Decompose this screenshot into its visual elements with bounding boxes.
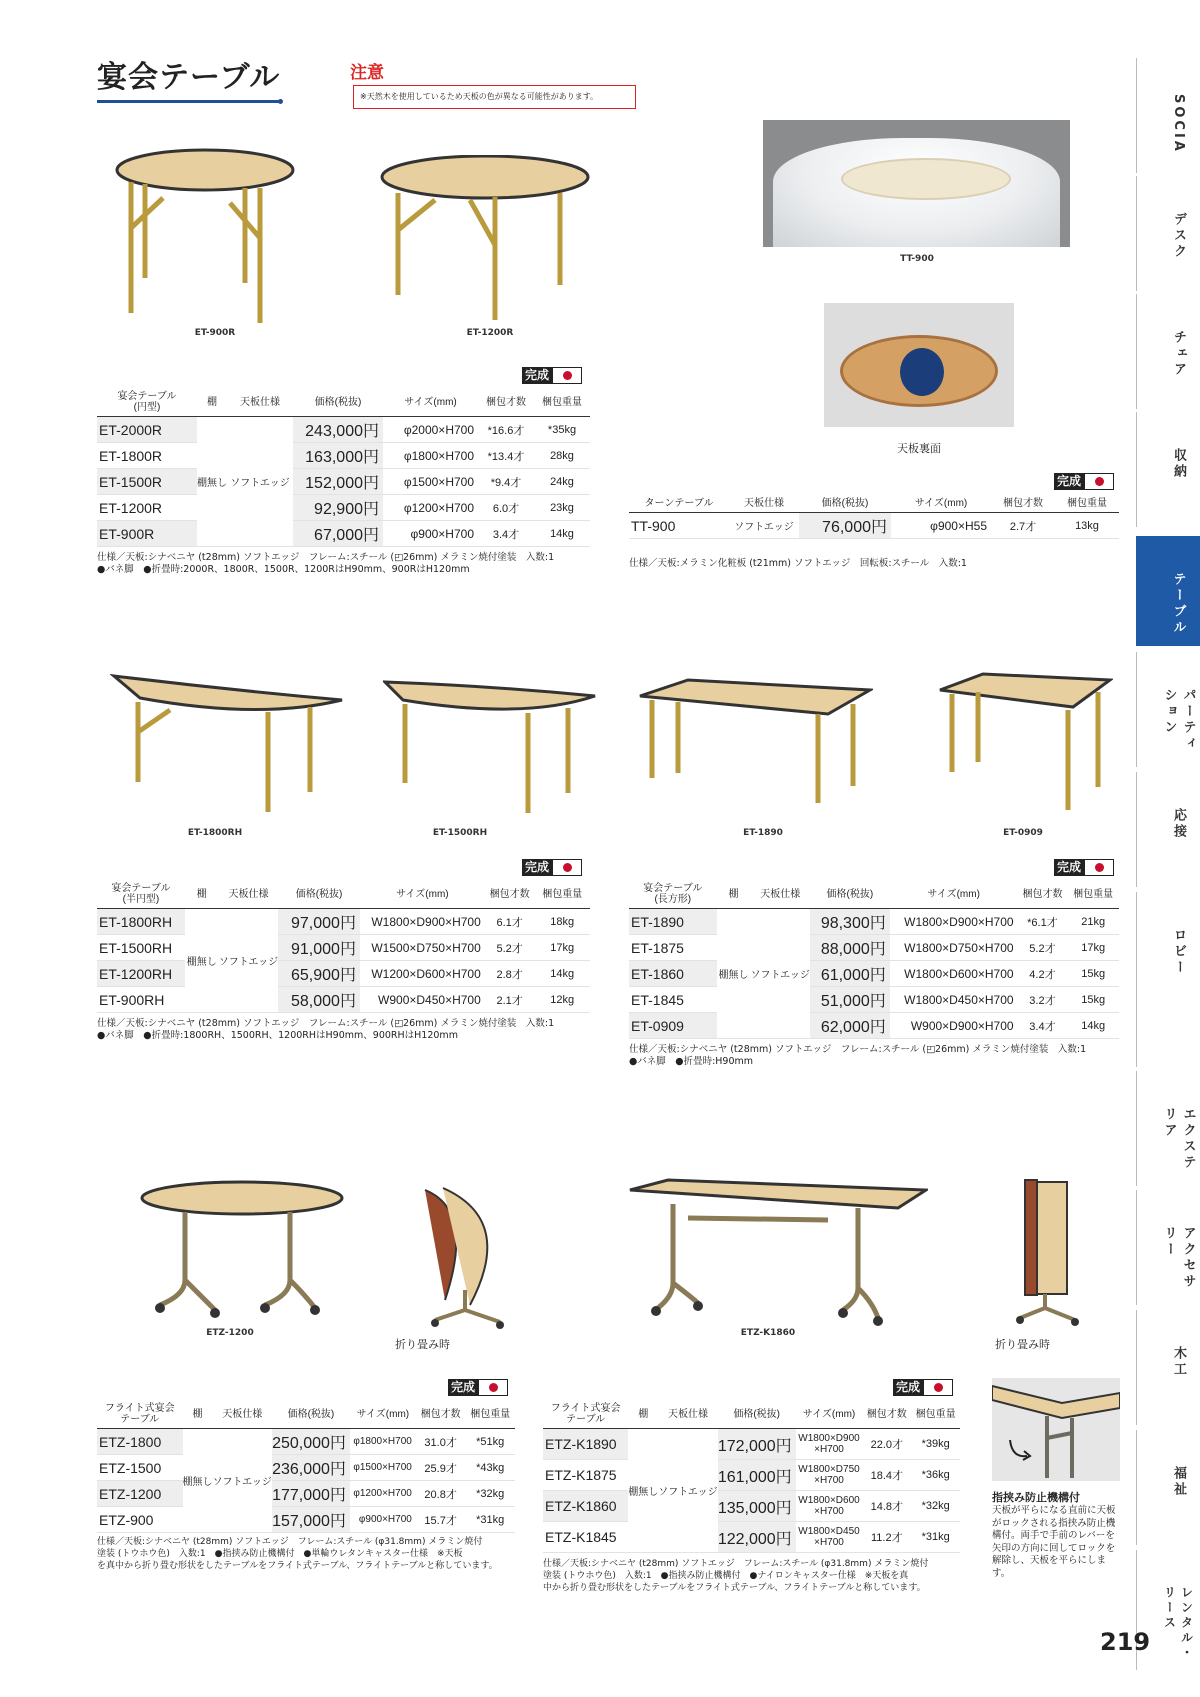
etz-1200-image [140,1180,345,1320]
volume: *6.1才 [1018,909,1068,935]
size: φ1800×H700 [383,443,478,469]
col-header-product: 宴会テーブル (円型) [97,389,197,417]
title-dot [278,99,283,104]
volume: 3.4才 [478,521,534,547]
volume: 31.0才 [416,1429,466,1455]
product-code: ETZ-K1875 [543,1460,628,1491]
price: 236,000円 [272,1455,350,1481]
weight: 24kg [534,469,590,495]
price: 97,000円 [278,909,360,935]
tab-woodwork[interactable]: 木工 [1136,1310,1200,1425]
tab-partition[interactable]: パーティション [1136,652,1200,767]
volume: 22.0才 [862,1429,911,1460]
size: φ900×H700 [383,521,478,547]
caution-label: 注意 [350,63,384,83]
volume: 3.4才 [1018,1013,1068,1039]
product-code: ET-1875 [629,935,717,961]
product-code: ETZ-1800 [97,1429,183,1455]
weight: *32kg [465,1481,515,1507]
weight: 28kg [534,443,590,469]
caption-et-1200r: ET-1200R [466,328,514,338]
badge-complete-label: 完成 [522,367,552,384]
product-code: ETZ-K1845 [543,1522,628,1553]
volume: 4.2才 [1018,961,1068,987]
top-spec-value: ソフトエッジ [751,909,810,1039]
badge-complete-madein-japan [893,1379,953,1396]
et-1500rh-image [383,678,598,818]
weight: *36kg [911,1460,960,1491]
col-header-price: 価格(税抜) [810,881,890,909]
spec-note: 塗装 (トウホウ色) 入数:1 ●指挟み防止機構付 ●ナイロンキャスター仕様 ※天板を真 [543,1571,909,1581]
half-round-table-spec-table [97,881,590,1013]
col-header-shelf: 棚 [717,881,751,909]
table-row [629,987,1119,1013]
weight: *51kg [465,1429,515,1455]
badge-complete-label: 完成 [1054,473,1084,490]
tab-lobby[interactable]: ロビー [1136,892,1200,1067]
top-spec-value: ソフトエッジ [213,1429,272,1533]
size: W900×D450×H700 [360,987,485,1013]
weight: *35kg [534,417,590,443]
col-header-weight: 梱包重量 [911,1401,960,1429]
size-line: ×H700 [814,1475,844,1486]
col-header-size: サイズ(mm) [383,389,478,417]
volume: 5.2才 [485,935,535,961]
col-header-price: 価格(税抜) [293,389,383,417]
table-row [97,909,590,935]
spec-note: 仕様／天板:シナベニヤ (t28mm) ソフトエッジ フレーム:スチール (◰26mm) メラミン焼付塗装 入数:1 [97,1018,555,1029]
size: φ1500×H700 [383,469,478,495]
rectangular-table-spec-table [629,881,1119,1039]
hinge-detail-photo [992,1378,1120,1481]
price: 98,300円 [810,909,890,935]
col-header-product: 宴会テーブル (長方形) [629,881,717,909]
badge-complete-madein-japan [1054,859,1114,876]
japan-flag-icon [552,859,582,876]
product-code: ET-1200RH [97,961,185,987]
flight-round-table-spec-table [97,1401,515,1533]
badge-complete-madein-japan [1054,473,1114,490]
size: W1500×D750×H700 [360,935,485,961]
volume: 6.1才 [485,909,535,935]
table-row [629,935,1119,961]
table-row [629,961,1119,987]
japan-flag-icon [923,1379,953,1396]
size: W1800×D900×H700 [890,909,1018,935]
badge-complete-label: 完成 [1054,859,1084,876]
product-code: ET-1860 [629,961,717,987]
price: 67,000円 [293,521,383,547]
tab-reception[interactable]: 応接 [1136,772,1200,887]
table-row [543,1522,960,1553]
badge-complete-madein-japan [522,367,582,384]
et-1800rh-image [110,672,345,817]
volume: 11.2才 [862,1522,911,1553]
weight: 18kg [534,909,590,935]
weight: *31kg [911,1522,960,1553]
et-900r-image [115,148,295,333]
table-row [629,513,1119,539]
spec-note: 仕様／天板:メラミン化粧板 (t21mm) ソフトエッジ 回転板:スチール 入数:1 [629,558,967,569]
col-header-volume: 梱包才数 [991,496,1055,513]
weight: *39kg [911,1429,960,1460]
price: 243,000円 [293,417,383,443]
col-header-top: 天板仕様 [219,881,278,909]
shelf-value: 棚無し [197,417,227,547]
spec-note: 中から折り畳む形状をしたテーブルをフライト式テーブル、フライトテーブルと称しています。 [543,1583,926,1593]
caption-et-900r: ET-900R [194,328,236,338]
col-header-size: サイズ(mm) [350,1401,416,1429]
caption-et-1500rh: ET-1500RH [432,828,488,838]
spec-note: 仕様／天板:シナベニヤ (t28mm) ソフトエッジ フレーム:スチール (φ31.8mm) メラミン焼付 [543,1559,929,1569]
spec-note: 仕様／天板:シナベニヤ (t28mm) ソフトエッジ フレーム:スチール (◰26mm) メラミン焼付塗装 入数:1 [97,552,555,563]
price: 91,000円 [278,935,360,961]
size: φ2000×H700 [383,417,478,443]
col-header-size: サイズ(mm) [891,496,991,513]
spec-note: 仕様／天板:シナベニヤ (t28mm) ソフトエッジ フレーム:スチール (◰26mm) メラミン焼付塗装 入数:1 [629,1044,1087,1055]
japan-flag-icon [552,367,582,384]
price: 163,000円 [293,443,383,469]
product-code: ET-1800RH [97,909,185,935]
size: φ1200×H700 [350,1481,416,1507]
product-code: ET-2000R [97,417,197,443]
top-spec-value: ソフトエッジ [219,909,278,1013]
turntable-disc [840,335,998,407]
size: φ900×H55 [891,513,991,539]
product-code: ETZ-900 [97,1507,183,1533]
col-header-top: 天板仕様 [658,1401,717,1429]
price: 172,000円 [718,1429,796,1460]
col-header-top: 天板仕様 [227,389,293,417]
tab-rental-lease[interactable]: レンタル・リース [1136,1550,1200,1670]
col-header-product: フライト式宴会 テーブル [97,1401,183,1429]
product-code: ETZ-K1860 [543,1491,628,1522]
price: 61,000円 [810,961,890,987]
price: 58,000円 [278,987,360,1013]
col-header-weight: 梱包重量 [534,881,590,909]
weight: *31kg [465,1507,515,1533]
top-spec-value: ソフトエッジ [658,1429,717,1553]
size: φ1500×H700 [350,1455,416,1481]
page-number: 219 [1100,1628,1151,1656]
table-row [97,1455,515,1481]
table-row [97,935,590,961]
et-0909-image [938,672,1113,817]
caution-note: ※天然木を使用しているため天板の色が異なる可能性があります。 [353,85,636,109]
spec-note: を真中から折り畳む形状をしたテーブルをフライト式テーブル、フライトテーブルと称しています。 [97,1561,498,1571]
weight: 17kg [534,935,590,961]
col-header-volume: 梱包才数 [485,881,535,909]
col-header-product: 宴会テーブル (半円型) [97,881,185,909]
col-header-size: サイズ(mm) [796,1401,863,1429]
et-1200r-image [380,155,590,325]
table-row [629,1013,1119,1039]
col-header-weight: 梱包重量 [534,389,590,417]
page-title: 宴会テーブル [97,60,281,95]
table-row [97,1429,515,1455]
weight: 12kg [534,987,590,1013]
table-row [97,495,590,521]
tt-900-photo [763,120,1070,247]
shelf-value: 棚無し [183,1429,213,1533]
size: W1800×D900×H700 [360,909,485,935]
volume: 3.2才 [1018,987,1068,1013]
caption-et-1890: ET-1890 [743,828,783,838]
spec-note: 塗装 (トウホウ色) 入数:1 ●指挟み防止機構付 ●単輪ウレタンキャスター仕様 ※天板 [97,1549,463,1559]
price: 177,000円 [272,1481,350,1507]
spec-note: ●バネ脚 ●折畳時:2000R、1800R、1500R、1200RはH90mm、900RはH120mm [97,564,470,575]
table-row [543,1460,960,1491]
col-header-top: 天板仕様 [751,881,810,909]
tab-exterior[interactable]: エクステリア [1136,1071,1200,1186]
shelf-value: 棚無し [185,909,219,1013]
flight-rectangular-table-spec-table [543,1401,960,1553]
volume: *16.6才 [478,417,534,443]
title-underline [97,100,279,103]
table-row [97,469,590,495]
size [796,1522,863,1553]
japan-flag-icon [1084,859,1114,876]
weight: 17kg [1067,935,1119,961]
price: 76,000円 [799,513,891,539]
etz-k-folded-image [1015,1178,1085,1328]
japan-flag-icon [478,1379,508,1396]
product-code: TT-900 [629,513,729,539]
tab-table[interactable]: テーブル [1136,536,1200,646]
table-row [629,909,1119,935]
col-header-shelf: 棚 [197,389,227,417]
col-header-volume: 梱包才数 [478,389,534,417]
caption-et-0909: ET-0909 [1003,828,1043,838]
price: 122,000円 [718,1522,796,1553]
etz-k1860-image [628,1178,928,1328]
weight: 21kg [1067,909,1119,935]
price: 250,000円 [272,1429,350,1455]
caption-back-side: 天板裏面 [897,442,941,455]
shelf-value: 棚無し [628,1429,658,1553]
table-row [97,961,590,987]
product-code: ETZ-K1890 [543,1429,628,1460]
size: W1800×D750×H700 [890,935,1018,961]
caption-folded-k: 折り畳み時 [995,1338,1050,1351]
price: 157,000円 [272,1507,350,1533]
price: 92,900円 [293,495,383,521]
table-row [97,443,590,469]
volume: 2.8才 [485,961,535,987]
badge-complete-label: 完成 [893,1379,923,1396]
product-code: ET-1500RH [97,935,185,961]
size: W1800×D600×H700 [890,961,1018,987]
col-header-size: サイズ(mm) [890,881,1018,909]
product-code: ET-1200R [97,495,197,521]
col-header-size: サイズ(mm) [360,881,485,909]
turntable-top [841,158,1011,200]
tablecloth [773,138,1060,247]
weight: 15kg [1067,987,1119,1013]
col-header-weight: 梱包重量 [1055,496,1119,513]
size-line: W1800×D750 [798,1464,860,1475]
col-header-product: フライト式宴会 テーブル [543,1401,628,1429]
hinge-feature-description: 天板が平らになる直前に天板がロックされる指挟み防止機構付。両手で手前のレバーを矢印の方向に回してロックを解除し、天板を平らにします。 [992,1505,1116,1579]
caption-folded: 折り畳み時 [395,1338,450,1351]
badge-complete-madein-japan [522,859,582,876]
weight: 14kg [534,961,590,987]
col-header-price: 価格(税抜) [718,1401,796,1429]
col-header-weight: 梱包重量 [465,1401,515,1429]
turntable-spec-table [629,496,1119,539]
tab-desk[interactable]: デスク [1136,176,1200,291]
product-code: ET-1845 [629,987,717,1013]
tt-900-back-photo [824,303,1014,427]
volume: 2.1才 [485,987,535,1013]
col-header-top: 天板仕様 [729,496,799,513]
weight: 14kg [534,521,590,547]
etz-folded-image [415,1180,525,1330]
top-spec-value: ソフトエッジ [729,513,799,539]
volume: *9.4才 [478,469,534,495]
col-header-price: 価格(税抜) [799,496,891,513]
size [796,1460,863,1491]
weight: *32kg [911,1491,960,1522]
volume: 14.8才 [862,1491,911,1522]
size [796,1491,863,1522]
caption-etz-1200: ETZ-1200 [206,1328,254,1338]
col-header-top: 天板仕様 [213,1401,272,1429]
product-code: ET-1890 [629,909,717,935]
size-line: W1800×D600 [798,1495,860,1506]
round-table-spec-table [97,389,590,547]
table-row [97,1507,515,1533]
table-row [543,1491,960,1522]
caption-et-1800rh: ET-1800RH [187,828,243,838]
tab-socia[interactable]: SOCIA [1136,58,1200,173]
japan-flag-icon [1084,473,1114,490]
size-line: ×H700 [814,1506,844,1517]
table-row [543,1429,960,1460]
weight: 23kg [534,495,590,521]
volume: 20.8才 [416,1481,466,1507]
rotating-plate [900,348,944,396]
price: 65,900円 [278,961,360,987]
badge-complete-label: 完成 [448,1379,478,1396]
col-header-product: ターンテーブル [629,496,729,513]
hinge-feature-title: 指挟み防止機構付 [992,1491,1080,1504]
volume: 6.0才 [478,495,534,521]
size: W900×D900×H700 [890,1013,1018,1039]
caption-tt-900: TT-900 [900,254,934,264]
product-code: ET-1500R [97,469,197,495]
size [796,1429,863,1460]
weight: 14kg [1067,1013,1119,1039]
product-code: ET-900R [97,521,197,547]
size: φ1800×H700 [350,1429,416,1455]
price: 51,000円 [810,987,890,1013]
badge-complete-madein-japan [448,1379,508,1396]
table-row [97,1481,515,1507]
volume: 18.4才 [862,1460,911,1491]
weight: 15kg [1067,961,1119,987]
volume: 25.9才 [416,1455,466,1481]
spec-note: 仕様／天板:シナベニヤ (t28mm) ソフトエッジ フレーム:スチール (φ31.8mm) メラミン焼付 [97,1537,483,1547]
category-tabs [1136,58,1200,1661]
hinge-mechanism-icon [992,1378,1120,1481]
col-header-price: 価格(税抜) [278,881,360,909]
tab-welfare[interactable]: 福祉 [1136,1430,1200,1545]
col-header-volume: 梱包才数 [416,1401,466,1429]
top-spec-value: ソフトエッジ [227,417,293,547]
size: W1800×D450×H700 [890,987,1018,1013]
price: 161,000円 [718,1460,796,1491]
col-header-shelf: 棚 [185,881,219,909]
volume: 15.7才 [416,1507,466,1533]
price: 152,000円 [293,469,383,495]
volume: 2.7才 [991,513,1055,539]
tab-storage[interactable]: 収納 [1136,412,1200,527]
product-code: ET-900RH [97,987,185,1013]
table-row [97,417,590,443]
et-1890-image [638,678,873,813]
tab-accessory[interactable]: アクセサリー [1136,1190,1200,1305]
shelf-value: 棚無し [717,909,751,1039]
col-header-shelf: 棚 [628,1401,658,1429]
product-code: ET-1800R [97,443,197,469]
weight: *43kg [465,1455,515,1481]
table-row [97,987,590,1013]
price: 135,000円 [718,1491,796,1522]
col-header-weight: 梱包重量 [1067,881,1119,909]
col-header-volume: 梱包才数 [862,1401,911,1429]
col-header-price: 価格(税抜) [272,1401,350,1429]
size-line: ×H700 [814,1537,844,1548]
col-header-shelf: 棚 [183,1401,213,1429]
size: W1200×D600×H700 [360,961,485,987]
badge-complete-label: 完成 [522,859,552,876]
product-code: ETZ-1200 [97,1481,183,1507]
product-code: ET-0909 [629,1013,717,1039]
volume: *13.4才 [478,443,534,469]
table-row [97,521,590,547]
price: 62,000円 [810,1013,890,1039]
product-code: ETZ-1500 [97,1455,183,1481]
price: 88,000円 [810,935,890,961]
size: φ900×H700 [350,1507,416,1533]
spec-note: ●バネ脚 ●折畳時:H90mm [629,1056,754,1067]
caption-etz-k1860: ETZ-K1860 [740,1328,796,1338]
weight: 13kg [1055,513,1119,539]
volume: 5.2才 [1018,935,1068,961]
size: φ1200×H700 [383,495,478,521]
col-header-volume: 梱包才数 [1018,881,1068,909]
size-line: W1800×D450 [798,1526,860,1537]
tab-chair[interactable]: チェア [1136,294,1200,409]
size-line: ×H700 [814,1444,844,1455]
spec-note: ●バネ脚 ●折畳時:1800RH、1500RH、1200RHはH90mm、900RHはH120mm [97,1030,458,1041]
size-line: W1800×D900 [798,1433,860,1444]
